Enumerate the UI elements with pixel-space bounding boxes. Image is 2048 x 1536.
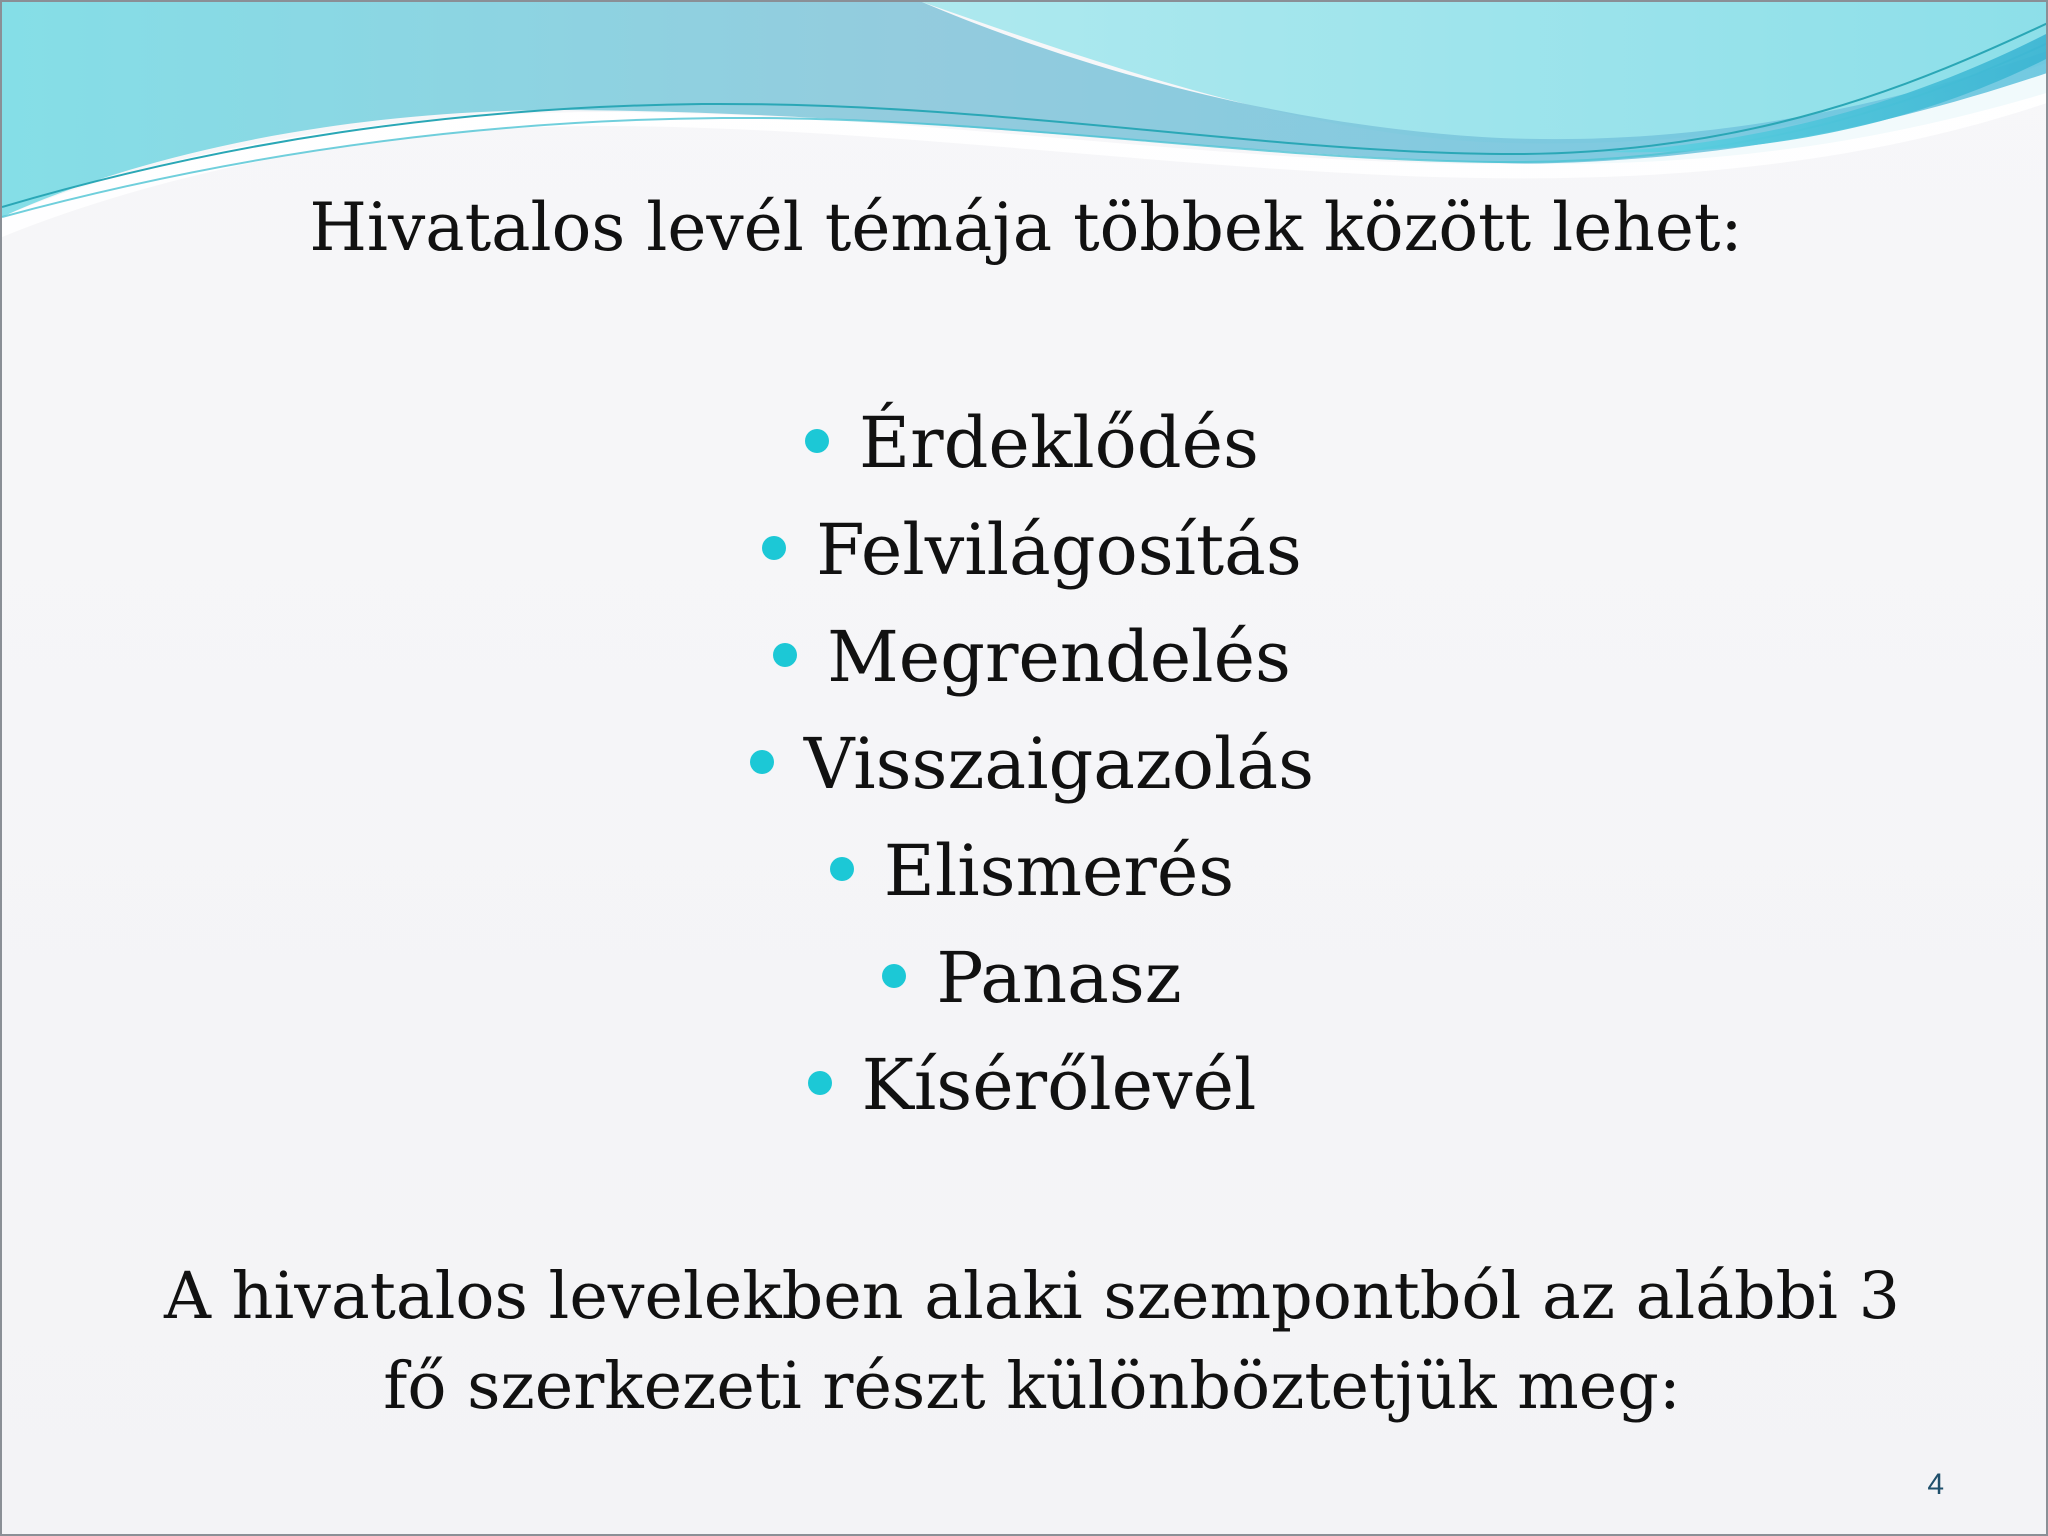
bullet-dot-icon [750, 750, 774, 774]
bullet-label: Kísérőlevél [861, 1044, 1257, 1126]
bullet-label: Megrendelés [827, 616, 1291, 698]
bullet-dot-icon [773, 643, 797, 667]
bullet-dot-icon [762, 536, 786, 560]
bullet-dot-icon [830, 857, 854, 881]
list-item [2, 390, 2048, 497]
bullet-label: Visszaigazolás [803, 723, 1315, 805]
list-item [2, 818, 2048, 925]
list-item [2, 604, 2048, 711]
slide-title: Hivatalos levél témája többek között lehet: [309, 189, 1743, 266]
bullet-label: Elismerés [883, 830, 1235, 912]
structure-intro-text: A hivatalos levelekben alaki szempontból az alábbi 3 fő szerkezeti részt különböztetjük meg: [164, 1259, 1900, 1424]
list-item [2, 711, 2048, 818]
list-item [2, 497, 2048, 604]
list-item [2, 1032, 2048, 1139]
bullet-label: Érdeklődés [859, 402, 1259, 484]
bullet-dot-icon [882, 964, 906, 988]
bullet-dot-icon [808, 1071, 832, 1095]
bullet-dot-icon [805, 429, 829, 453]
bullet-label: Felvilágosítás [816, 509, 1302, 591]
topic-bullet-list [2, 390, 2048, 1139]
slide-number: 4 [1927, 1468, 1944, 1501]
list-item [2, 925, 2048, 1032]
bullet-label: Panasz [936, 937, 1182, 1019]
